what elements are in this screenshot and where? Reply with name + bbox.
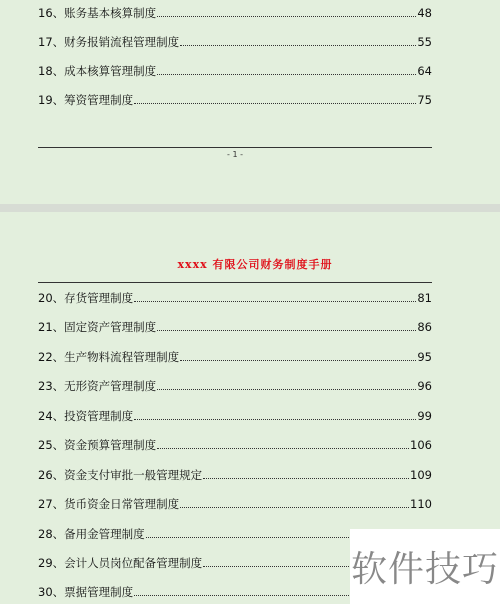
toc-entry-page: 81	[417, 291, 432, 305]
toc-entry-page: 95	[417, 350, 432, 364]
dot-leader	[180, 507, 409, 508]
dot-leader	[157, 16, 416, 17]
toc-entry-title: 资金支付审批一般管理规定	[64, 468, 203, 482]
toc-entry-page: 109	[410, 468, 432, 482]
toc-entry-page: 55	[417, 35, 432, 49]
toc-entry[interactable]	[38, 348, 432, 366]
dot-leader	[157, 389, 416, 390]
watermark-logo: 软件技巧	[350, 529, 500, 604]
toc-entry[interactable]	[38, 4, 432, 22]
dot-leader	[157, 74, 416, 75]
toc-entry-number: 17、	[38, 35, 65, 49]
toc-entry-page: 106	[410, 438, 432, 452]
toc-entry[interactable]	[38, 289, 432, 307]
toc-entry[interactable]	[38, 407, 432, 425]
page-number: - 1 -	[227, 150, 243, 159]
toc-entry[interactable]	[38, 318, 432, 336]
toc-entry-title: 备用金管理制度	[64, 527, 145, 541]
dot-leader	[180, 360, 416, 361]
toc-entry-title: 筹资管理制度	[64, 93, 134, 107]
toc-entry-number: 19、	[38, 93, 65, 107]
toc-entry-number: 20、	[38, 291, 65, 305]
toc-entry-number: 26、	[38, 468, 65, 482]
toc-entry-title: 票据管理制度	[64, 585, 134, 599]
toc-entry[interactable]	[38, 62, 432, 80]
toc-entry-title: 无形资产管理制度	[64, 379, 157, 393]
toc-entry[interactable]	[38, 377, 432, 395]
toc-entry-title: 会计人员岗位配备管理制度	[64, 556, 203, 570]
dot-leader	[134, 103, 416, 104]
toc-entry-title: 生产物料流程管理制度	[64, 350, 180, 364]
toc-entry-number: 23、	[38, 379, 65, 393]
toc-entry-page: 99	[417, 409, 432, 423]
toc-entry[interactable]	[38, 436, 432, 454]
toc-entry-title: 账务基本核算制度	[64, 6, 157, 20]
toc-entry-number: 29、	[38, 556, 65, 570]
dot-leader	[203, 478, 409, 479]
toc-entry-number: 27、	[38, 497, 65, 511]
toc-entry[interactable]	[38, 466, 432, 484]
header-rule	[38, 282, 432, 283]
toc-entry-title: 财务报销流程管理制度	[64, 35, 180, 49]
toc-entry-page: 75	[417, 93, 432, 107]
toc-entry-number: 30、	[38, 585, 65, 599]
toc-entry-page: 96	[417, 379, 432, 393]
toc-entry-number: 28、	[38, 527, 65, 541]
toc-entry-title: 成本核算管理制度	[64, 64, 157, 78]
toc-entry-title: 存货管理制度	[64, 291, 134, 305]
dot-leader	[180, 45, 416, 46]
toc-entry[interactable]	[38, 495, 432, 513]
page-separator	[0, 204, 500, 212]
dot-leader	[157, 330, 416, 331]
document-page-1	[0, 0, 500, 204]
toc-entry-title: 资金预算管理制度	[64, 438, 157, 452]
toc-entry-number: 24、	[38, 409, 65, 423]
toc-entry-number: 22、	[38, 350, 65, 364]
toc-entry-title: 投资管理制度	[64, 409, 134, 423]
toc-entry-page: 110	[410, 497, 432, 511]
toc-entry-title: 货币资金日常管理制度	[64, 497, 180, 511]
toc-entry[interactable]	[38, 33, 432, 51]
dot-leader	[157, 448, 409, 449]
toc-entry-number: 16、	[38, 6, 65, 20]
toc-entry-number: 21、	[38, 320, 65, 334]
toc-entry[interactable]	[38, 91, 432, 109]
dot-leader	[134, 301, 416, 302]
toc-entry-title: 固定资产管理制度	[64, 320, 157, 334]
dot-leader	[134, 419, 416, 420]
toc-entry-number: 18、	[38, 64, 65, 78]
toc-entry-number: 25、	[38, 438, 65, 452]
footer-rule	[38, 147, 432, 148]
toc-entry-page: 48	[417, 6, 432, 20]
toc-entry-page: 64	[417, 64, 432, 78]
toc-entry-page: 86	[417, 320, 432, 334]
page-header-title: xxxx 有限公司财务制度手册	[177, 258, 333, 271]
